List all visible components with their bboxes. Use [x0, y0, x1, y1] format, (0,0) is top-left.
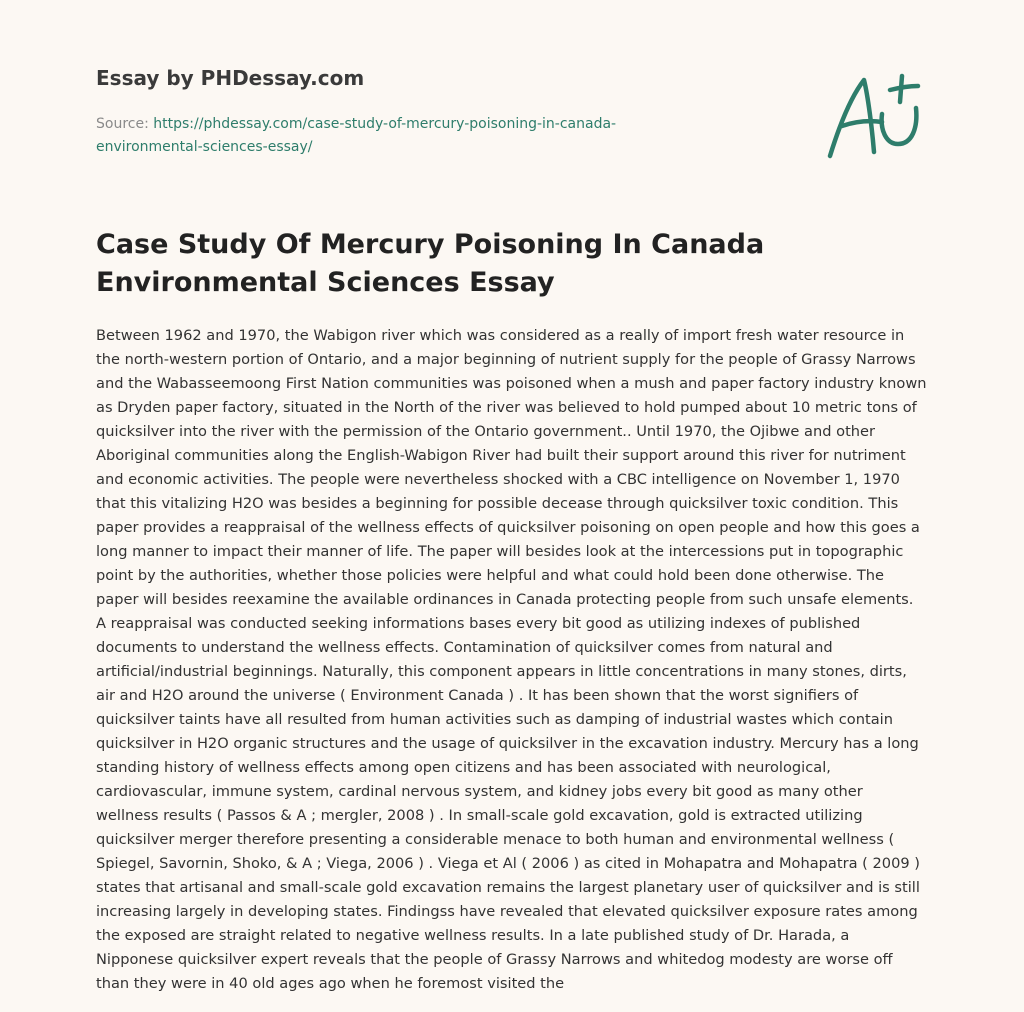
article-body: Between 1962 and 1970, the Wabigon river which was considered as a really of import fresh water resource in the north-western portion of Ontario, and a major beginning of nutrient supply for the people of Grassy Narrows and the Wabasseemoong First Nation communities was poisoned when a mush and paper factory industry known as Dryden paper factory, situated in the North of the river was believed to hold pumped about 10 metric tons of quicksilver into the river with the permission of the Ontario government.. Until 1970, the Ojibwe and other Aboriginal communities along the English-Wabigon River had built their support around this river for nutriment and economic activities. The people were nevertheless shocked with a CBC intelligence on November 1, 1970 that this vitalizing H2O was besides a beginning for possible decease through quicksilver toxic condition. This paper provides a reappraisal of the wellness effects of quicksilver poisoning on open people and how this goes a long manner to impact their manner of life. The paper will besides look at the intercessions put in topographic point by the authorities, whether those policies were helpful and what could hold been done otherwise. The paper will besides reexamine the available ordinances in Canada protecting people from such unsafe elements. A reappraisal was conducted seeking informations bases every bit good as utilizing indexes of published documents to understand the wellness effects. Contamination of quicksilver comes from natural and artificial/industrial beginnings. Naturally, this component appears in little concentrations in many stones, dirts, air and H2O around the universe ( Environment Canada ) . It has been shown that the worst signifiers of quicksilver taints have all resulted from human activities such as damping of industrial wastes which contain quicksilver in H2O organic structures and the usage of quicksilver in the excavation industry. Mercury has a long standing history of wellness effects among open citizens and has been associated with neurological, cardiovascular, immune system, cardinal nervous system, and kidney jobs every bit good as many other wellness results ( Passos & A ; mergler, 2008 ) . In small-scale gold excavation, gold is extracted utilizing quicksilver merger therefore presenting a considerable menace to both human and environmental wellness ( Spiegel, Savornin, Shoko, & A ; Viega, 2006 ) . Viega et Al ( 2006 ) as cited in Mohapatra and Mohapatra ( 2009 ) states that artisanal and small-scale gold excavation remains the largest planetary user of quicksilver and is still increasing largely in developing states. Findingss have revealed that elevated quicksilver exposure rates among the exposed are straight related to negative wellness results. In a late published study of Dr. Harada, a Nipponese quicksilver expert reveals that the people of Grassy Narrows and whitedog modesty are worse off than they were in 40 old ages ago when he foremost visited the	[96, 327, 927, 992]
source-line	[96, 113, 696, 159]
site-brand: Essay by PHDessay.com	[96, 66, 365, 90]
source-link[interactable]: https://phdessay.com/case-study-of-mercury-poisoning-in-canada-environmental-sciences-essay/	[96, 116, 617, 155]
source-label: Source:	[96, 116, 154, 132]
a-plus-grade-icon	[820, 68, 930, 164]
page-title: Case Study Of Mercury Poisoning In Canada Environmental Sciences Essay	[96, 229, 765, 298]
